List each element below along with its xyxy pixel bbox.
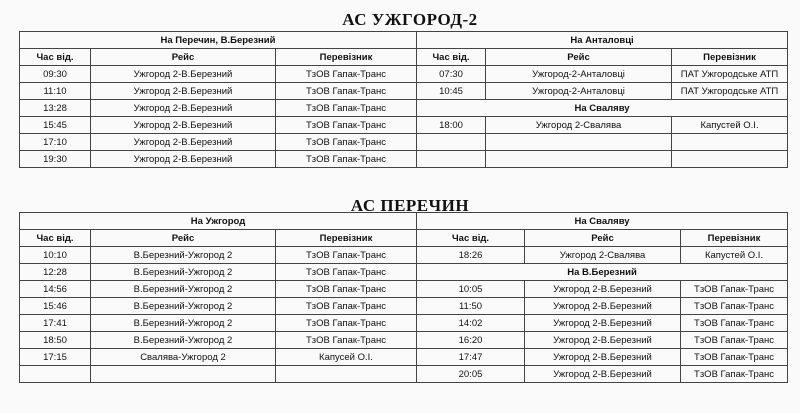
empty-cell (20, 366, 91, 383)
carrier-name: ТзОВ Гапак-Транс (276, 298, 417, 315)
route-name: Ужгород 2-В.Березний (91, 100, 276, 117)
table-row (20, 66, 788, 83)
carrier-name: ТзОВ Гапак-Транс (276, 117, 417, 134)
column-header-time: Час від. (20, 49, 91, 66)
departure-time: 12:28 (20, 264, 91, 281)
table-row (20, 332, 788, 349)
table-row (20, 315, 788, 332)
table-row (20, 281, 788, 298)
route-name: Ужгород-2-Анталовці (486, 66, 672, 83)
carrier-name: ТзОВ Гапак-Транс (276, 281, 417, 298)
departure-time: 14:56 (20, 281, 91, 298)
column-header-carrier: Перевізник (276, 49, 417, 66)
carrier-name: ТзОВ Гапак-Транс (276, 151, 417, 168)
section-heading: На В.Березний (417, 264, 788, 281)
schedule-table-uzhhorod (19, 31, 788, 168)
route-name: Ужгород 2-В.Березний (91, 117, 276, 134)
column-header-route: Рейс (91, 230, 276, 247)
route-name: Ужгород 2-Свалява (486, 117, 672, 134)
departure-time: 20:05 (417, 366, 525, 383)
column-header-time: Час від. (417, 49, 486, 66)
departure-time: 16:20 (417, 332, 525, 349)
empty-cell (486, 134, 672, 151)
empty-cell (486, 151, 672, 168)
route-name: Ужгород-2-Анталовці (486, 83, 672, 100)
route-name: В.Березний-Ужгород 2 (91, 247, 276, 264)
route-name: Ужгород 2-В.Березний (91, 66, 276, 83)
carrier-name: ТзОВ Гапак-Транс (276, 247, 417, 264)
route-name: В.Березний-Ужгород 2 (91, 281, 276, 298)
departure-time: 17:47 (417, 349, 525, 366)
column-header-time: Час від. (417, 230, 525, 247)
column-header-route: Рейс (91, 49, 276, 66)
carrier-name: ТзОВ Гапак-Транс (681, 366, 788, 383)
route-name: Ужгород 2-В.Березний (525, 332, 681, 349)
section-heading: На Ужгород (20, 213, 417, 230)
departure-time: 18:26 (417, 247, 525, 264)
column-header-carrier: Перевізник (672, 49, 788, 66)
empty-cell (417, 151, 486, 168)
section-heading: На Анталовці (417, 32, 788, 49)
route-name: Свалява-Ужгород 2 (91, 349, 276, 366)
station-title-perechyn: АС ПЕРЕЧИН (350, 196, 470, 215)
route-name: В.Березний-Ужгород 2 (91, 298, 276, 315)
table-row (20, 247, 788, 264)
departure-time: 09:30 (20, 66, 91, 83)
route-name: Ужгород 2-В.Березний (525, 366, 681, 383)
route-name: Ужгород 2-В.Березний (525, 315, 681, 332)
table-row (20, 366, 788, 383)
carrier-name: Капустей О.І. (672, 117, 788, 134)
section-heading: На Сваляву (417, 213, 788, 230)
departure-time: 18:00 (417, 117, 486, 134)
carrier-name: ТзОВ Гапак-Транс (681, 332, 788, 349)
departure-time: 14:02 (417, 315, 525, 332)
empty-cell (417, 134, 486, 151)
column-header-carrier: Перевізник (276, 230, 417, 247)
route-name: В.Березний-Ужгород 2 (91, 315, 276, 332)
departure-time: 19:30 (20, 151, 91, 168)
empty-cell (672, 134, 788, 151)
departure-time: 11:10 (20, 83, 91, 100)
route-name: В.Березний-Ужгород 2 (91, 264, 276, 281)
table-row (20, 32, 788, 49)
carrier-name: ТзОВ Гапак-Транс (276, 83, 417, 100)
route-name: Ужгород 2-В.Березний (525, 349, 681, 366)
departure-time: 18:50 (20, 332, 91, 349)
column-header-carrier: Перевізник (681, 230, 788, 247)
departure-time: 15:45 (20, 117, 91, 134)
table-row (20, 264, 788, 281)
route-name: Ужгород 2-В.Березний (525, 298, 681, 315)
carrier-name: ТзОВ Гапак-Транс (681, 315, 788, 332)
carrier-name: ТзОВ Гапак-Транс (276, 100, 417, 117)
table-row (20, 298, 788, 315)
route-name: Ужгород 2-В.Березний (91, 134, 276, 151)
station-title-uzhhorod: АС УЖГОРОД-2 (342, 10, 478, 29)
carrier-name: ТзОВ Гапак-Транс (681, 281, 788, 298)
carrier-name: ТзОВ Гапак-Транс (276, 66, 417, 83)
table-row (20, 230, 788, 247)
carrier-name: Капусей О.І. (276, 349, 417, 366)
carrier-name: ТзОВ Гапак-Транс (681, 349, 788, 366)
column-header-route: Рейс (486, 49, 672, 66)
carrier-name: ПАТ Ужгородське АТП (672, 66, 788, 83)
section-heading: На Сваляву (417, 100, 788, 117)
table-row (20, 117, 788, 134)
table-row (20, 349, 788, 366)
empty-cell (276, 366, 417, 383)
table-row (20, 100, 788, 117)
departure-time: 17:10 (20, 134, 91, 151)
departure-time: 13:28 (20, 100, 91, 117)
route-name: Ужгород 2-В.Березний (91, 151, 276, 168)
departure-time: 10:45 (417, 83, 486, 100)
carrier-name: Капустей О.І. (681, 247, 788, 264)
carrier-name: ТзОВ Гапак-Транс (276, 315, 417, 332)
carrier-name: ТзОВ Гапак-Транс (276, 134, 417, 151)
route-name: Ужгород 2-В.Березний (525, 281, 681, 298)
table-row (20, 213, 788, 230)
departure-time: 10:05 (417, 281, 525, 298)
empty-cell (91, 366, 276, 383)
table-row (20, 83, 788, 100)
schedule-table-perechyn (19, 212, 788, 383)
carrier-name: ТзОВ Гапак-Транс (276, 264, 417, 281)
carrier-name: ТзОВ Гапак-Транс (276, 332, 417, 349)
carrier-name: ТзОВ Гапак-Транс (681, 298, 788, 315)
departure-time: 11:50 (417, 298, 525, 315)
departure-time: 10:10 (20, 247, 91, 264)
departure-time: 17:41 (20, 315, 91, 332)
departure-time: 17:15 (20, 349, 91, 366)
table-row (20, 151, 788, 168)
section-heading: На Перечин, В.Березний (20, 32, 417, 49)
departure-time: 07:30 (417, 66, 486, 83)
column-header-route: Рейс (525, 230, 681, 247)
route-name: Ужгород 2-В.Березний (91, 83, 276, 100)
carrier-name: ПАТ Ужгородське АТП (672, 83, 788, 100)
table-row (20, 134, 788, 151)
departure-time: 15:46 (20, 298, 91, 315)
empty-cell (672, 151, 788, 168)
route-name: В.Березний-Ужгород 2 (91, 332, 276, 349)
route-name: Ужгород 2-Свалява (525, 247, 681, 264)
column-header-time: Час від. (20, 230, 91, 247)
table-row (20, 49, 788, 66)
